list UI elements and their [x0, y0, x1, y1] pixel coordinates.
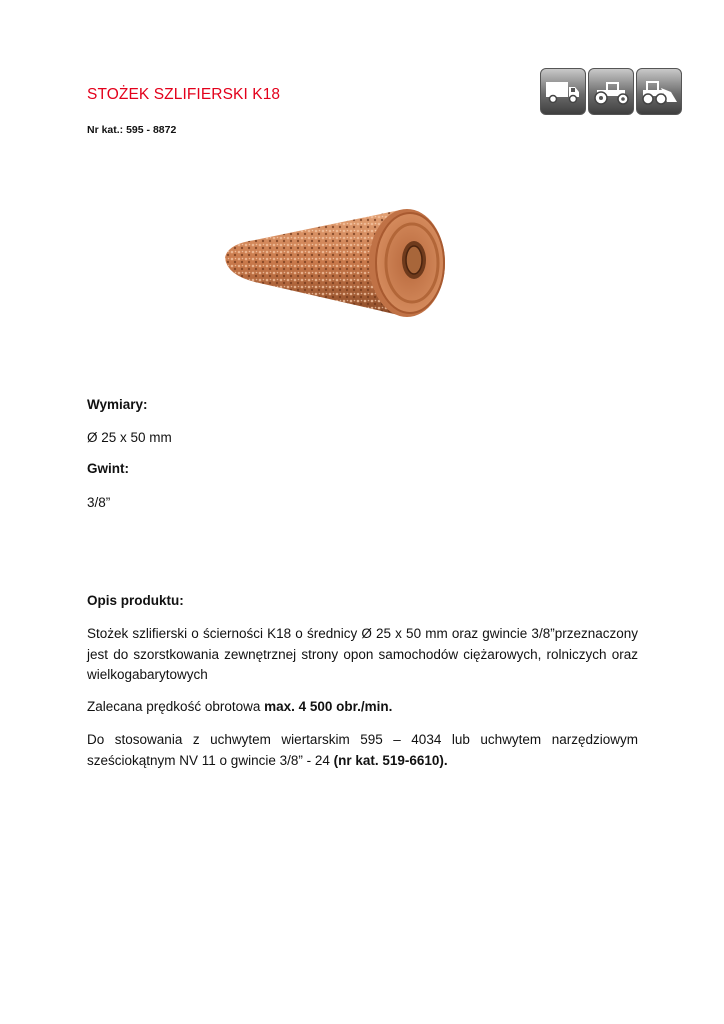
description-heading: Opis produktu:: [87, 593, 184, 608]
description-paragraph-2: Zalecana prędkość obrotowa max. 4 500 obr./min.: [87, 699, 393, 714]
product-image: [195, 180, 505, 340]
tractor-icon: [588, 68, 634, 115]
dimensions-value: Ø 25 x 50 mm: [87, 430, 172, 445]
product-title: STOŻEK SZLIFIERSKI K18: [87, 86, 281, 103]
truck-icon: [540, 68, 586, 115]
thread-value: 3/8”: [87, 495, 111, 510]
dimensions-label: Wymiary:: [87, 397, 148, 412]
thread-label: Gwint:: [87, 461, 129, 476]
catalog-number: Nr kat.: 595 - 8872: [87, 124, 177, 136]
description-paragraph-1: Stożek szlifierski o ścierności K18 o średnicy Ø 25 x 50 mm oraz gwincie 3/8”przeznaczony jest do szorstkowania zewnętrznej strony opon samochodów ciężarowych, rolniczych oraz wielkogabarytowych: [87, 626, 638, 682]
rotation-speed: max. 4 500 obr./min.: [264, 699, 393, 714]
description-paragraph-3: Do stosowania z uchwytem wiertarskim 595 – 4034 lub uchwytem narzędziowym sześciokątnym NV 11 o gwincie 3/8” - 24 (nr kat. 519-6610).: [87, 732, 638, 768]
loader-icon: [636, 68, 682, 115]
vehicle-icons: [540, 68, 682, 115]
related-catalog-number: (nr kat. 519-6610).: [333, 752, 448, 768]
